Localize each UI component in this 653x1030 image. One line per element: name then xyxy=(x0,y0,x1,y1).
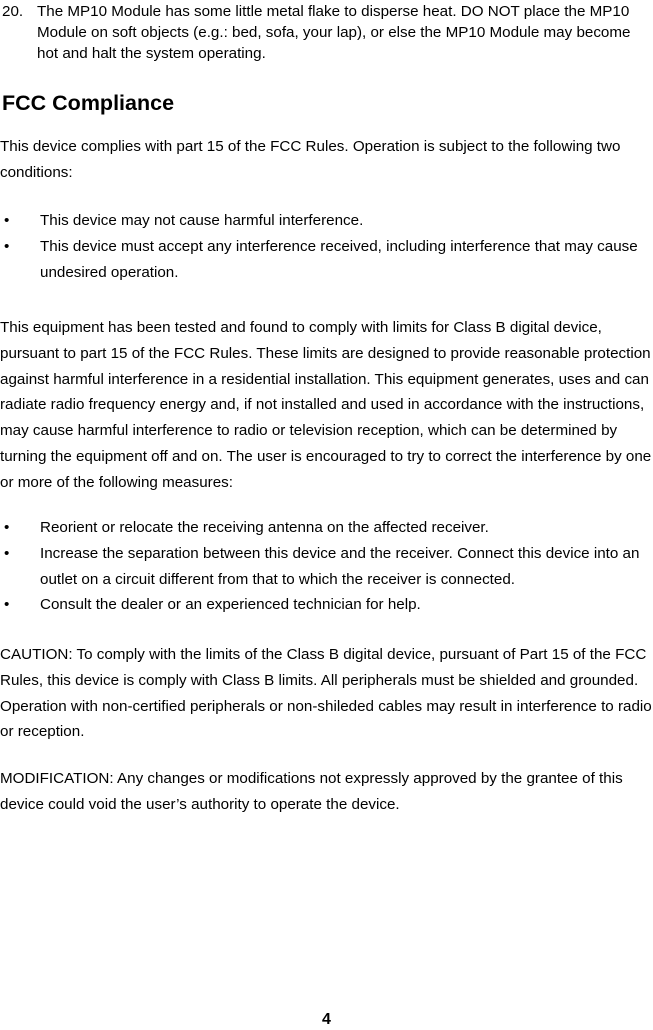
list-item xyxy=(0,541,653,593)
bullet-icon: • xyxy=(4,596,10,614)
conditions-list xyxy=(0,208,653,285)
measures-list xyxy=(0,515,653,618)
caution-paragraph: CAUTION: To comply with the limits of the Class B digital device, pursuant of Part 15 of the FCC Rules, this device is comply with Class B limits. All peripherals must be shielded and grounded. Operation with non-certified peripherals or non-shileded cables may result in interference to radio or reception. xyxy=(0,646,652,741)
tested-paragraph: This equipment has been tested and found to comply with limits for Class B digital device, pursuant to part 15 of the FCC Rules. These limits are designed to provide reasonable protection against harmful interference in a residential installation. This equipment generates, uses and can radiate radio frequency energy and, if not installed and used in accordance with the instructions, may cause harmful interference to radio or television reception, which can be determined by turning the equipment off and on. The user is encouraged to try to correct the interference by one or more of the following measures: xyxy=(0,319,652,491)
section-heading: FCC Compliance xyxy=(2,91,175,115)
list-item-text: Consult the dealer or an experienced technician for help. xyxy=(40,596,421,614)
list-item-text: Increase the separation between this device and the receiver. Connect this device into an outlet on a circuit different from that to which the receiver is connected. xyxy=(40,544,640,588)
page-number: 4 xyxy=(322,1011,331,1028)
bullet-icon: • xyxy=(4,544,10,562)
item-text: The MP10 Module has some little metal flake to disperse heat. DO NOT place the MP10 Module on soft objects (e.g.: bed, sofa, your lap), or else the MP10 Module may become hot and halt the system operating. xyxy=(37,3,631,62)
list-item xyxy=(0,208,653,234)
modification-paragraph: MODIFICATION: Any changes or modifications not expressly approved by the grantee of this device could void the user’s authority to operate the device. xyxy=(0,770,623,813)
list-item xyxy=(0,234,653,286)
intro-paragraph: This device complies with part 15 of the FCC Rules. Operation is subject to the following two conditions: xyxy=(0,138,621,181)
list-item-text: This device may not cause harmful interference. xyxy=(40,212,364,229)
list-item xyxy=(0,592,653,618)
bullet-icon: • xyxy=(4,212,10,229)
list-item-text: Reorient or relocate the receiving antenna on the affected receiver. xyxy=(40,519,489,536)
bullet-icon: • xyxy=(4,519,10,536)
list-item-text: This device must accept any interference received, including interference that may cause undesired operation. xyxy=(40,237,638,281)
list-item xyxy=(0,515,653,541)
item-number: 20. xyxy=(2,3,24,20)
bullet-icon: • xyxy=(4,237,10,255)
